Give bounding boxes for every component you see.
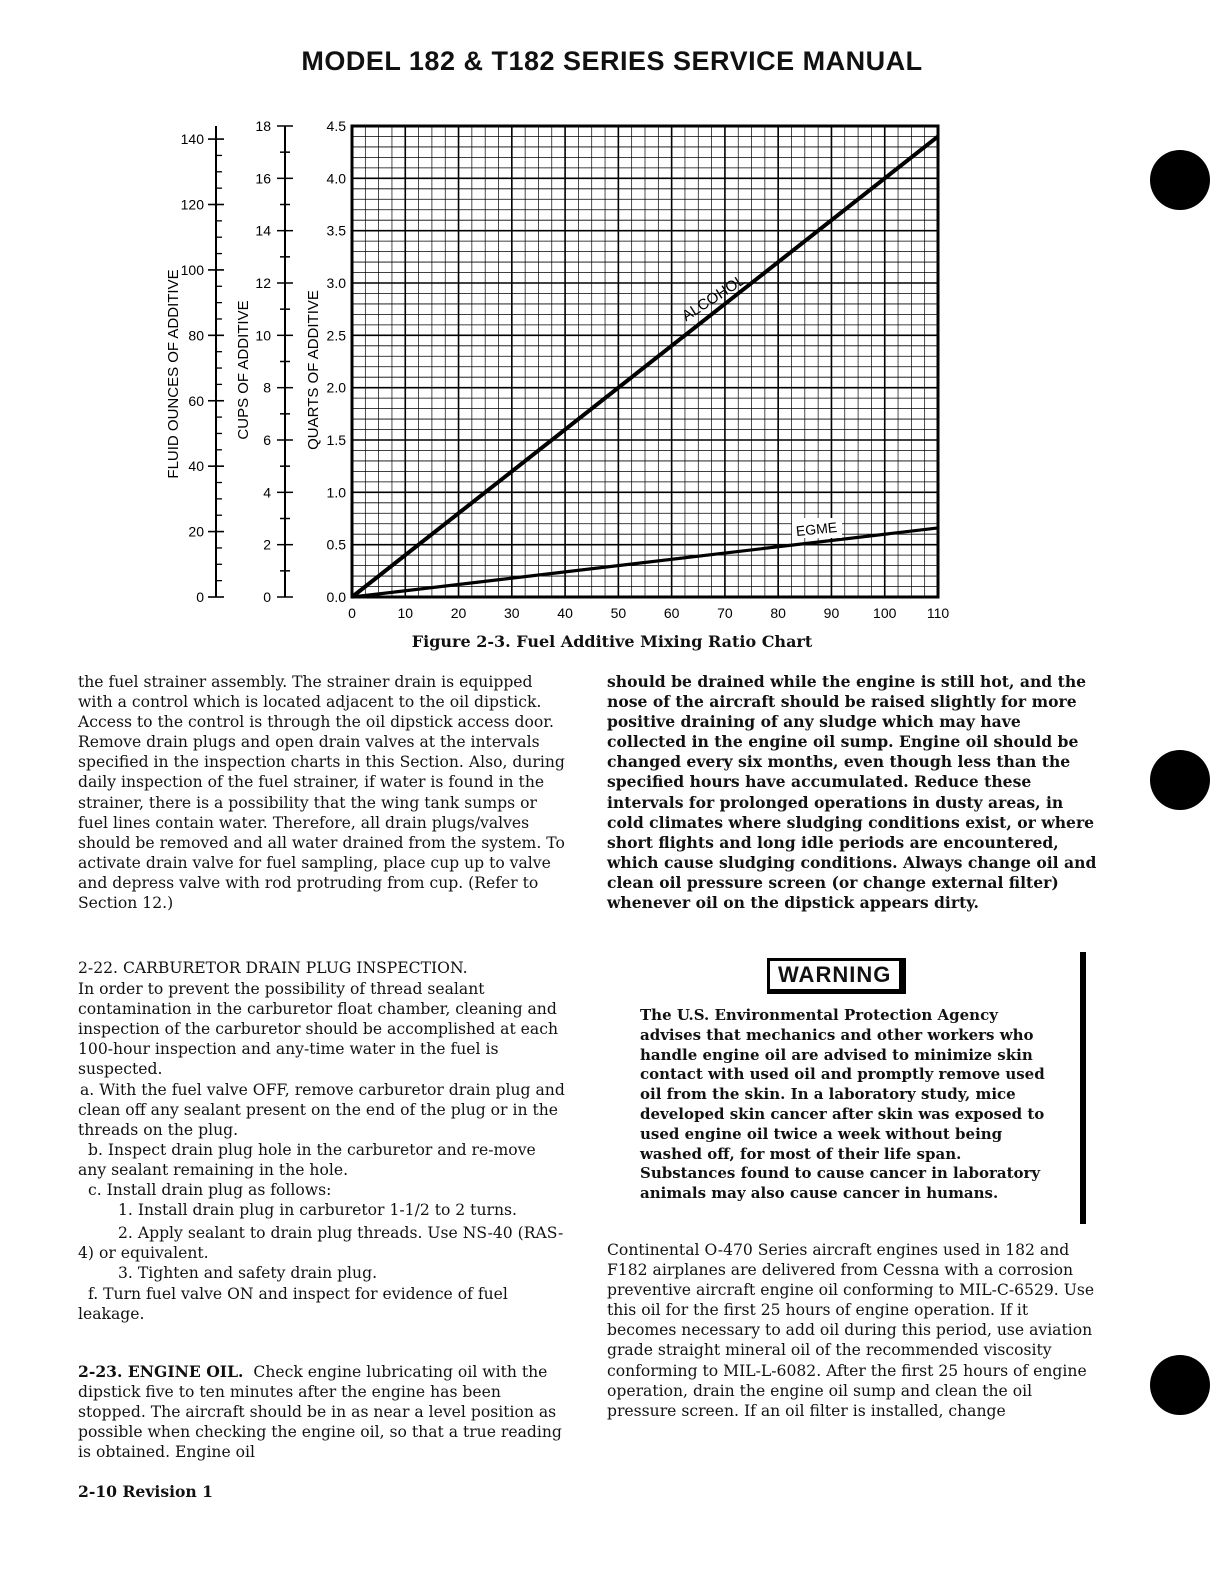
x-tick-label: 50	[610, 605, 627, 621]
y-tick-label-quarts: 4.5	[326, 118, 346, 134]
fuel-additive-chart	[150, 112, 970, 642]
series-label-alcohol: ALCOHOL	[678, 271, 749, 325]
page-footer: 2-10 Revision 1	[78, 1482, 214, 1501]
paragraph: Check engine lubricating oil with the dipstick five to ten minutes after the engine has been stopped. The aircraft should be in as near a level position as possible when checking the engine oil, so that a true reading is obtained. Engine oil	[78, 1363, 562, 1462]
paragraph: In order to prevent the possibility of thread sealant contamination in the carburetor float chamber, cleaning and inspection of the carburetor should be accomplished at each 100-hour inspection and any-time water in the fuel is suspected.	[78, 980, 558, 1079]
figure-caption: Figure 2-3. Fuel Additive Mixing Ratio Chart	[411, 632, 813, 651]
y-tick-label-quarts: 0.0	[326, 589, 346, 605]
section-2-23	[78, 1362, 568, 1462]
right-column-para-1	[607, 672, 1097, 913]
paragraph: the fuel strainer assembly. The strainer drain is equipped with a control which is located adjacent to the oil dipstick. Access to the control is through the oil dipstick access door. Remove drain plugs and open drain valves at the intervals specified in the inspection charts in this Section. Also, during daily inspection of the fuel strainer, if water is found in the strainer, there is a possibility that the wing tank sumps or fuel lines contain water. Therefore, all drain plugs/valves should be removed and all water drained from the system. To activate drain valve for fuel sampling, place cup up to valve and depress valve with rod protruding from cup. (Refer to Section 12.)	[78, 673, 565, 913]
step-c-3: 3. Tighten and safety drain plug.	[118, 1264, 378, 1283]
y-tick-label-cups: 12	[255, 275, 271, 291]
y-tick-label-ounces: 40	[188, 458, 204, 475]
paragraph: The U.S. Environmental Protection Agency advises that mechanics and other workers who handle engine oil are advised to minimize skin contact with used oil and promptly remove used oil from the skin. In a laboratory study, mice developed skin cancer after skin was exposed to used engine oil twice a week without being washed off, for most of their life span. Substances found to cause cancer in laboratory animals may also cause cancer in humans.	[640, 1006, 1045, 1203]
y-tick-label-quarts: 0.5	[326, 536, 346, 553]
binder-hole	[1150, 1355, 1210, 1415]
y-tick-label-ounces: 80	[188, 327, 204, 344]
x-tick-label: 80	[770, 605, 786, 621]
y-tick-label-ounces: 100	[180, 261, 204, 278]
revision-change-bar	[1080, 952, 1086, 1224]
x-tick-label: 20	[450, 605, 467, 621]
y-tick-label-ounces: 0	[196, 589, 204, 605]
y-tick-label-quarts: 1.5	[326, 432, 346, 448]
x-tick-label: 60	[663, 605, 680, 621]
y-tick-label-quarts: 3.5	[326, 222, 346, 239]
series-label-egme: EGME	[795, 518, 838, 540]
step-a: a. With the fuel valve OFF, remove carburetor drain plug and clean off any sealant present on the end of the plug or in the threads on the plug.	[78, 1080, 565, 1139]
x-tick-label: 110	[926, 605, 950, 621]
right-column-para-2	[607, 1240, 1097, 1421]
x-tick-label: 70	[717, 605, 733, 621]
y-tick-label-ounces: 120	[180, 196, 204, 213]
x-tick-label: 30	[504, 605, 520, 621]
step-c-1: 1. Install drain plug in carburetor 1-1/2 to 2 turns.	[118, 1201, 517, 1220]
y-axis-label-ounces: FLUID OUNCES OF ADDITIVE	[165, 269, 182, 479]
binder-hole	[1150, 150, 1210, 210]
x-tick-label: 40	[557, 605, 573, 621]
y-tick-label-quarts: 2.5	[326, 327, 346, 344]
section-heading: 2-22. CARBURETOR DRAIN PLUG INSPECTION.	[78, 959, 468, 977]
paragraph: should be drained while the engine is still hot, and the nose of the aircraft should be raised slightly for more positive draining of any sludge which may have collected in the engine oil sump. Engine oil should be changed every six months, even though less than the specified hours have accumulated. Reduce these intervals for prolonged operations in dusty areas, in cold climates where sludging conditions exist, or where short flights and long idle periods are encountered, which cause sludging conditions. Always change oil and clean oil pressure screen (or change external filter) whenever oil on the dipstick appears dirty.	[607, 672, 1097, 913]
step-f: f. Turn fuel valve ON and inspect for evidence of fuel leakage.	[78, 1284, 508, 1323]
y-tick-label-cups: 18	[255, 118, 271, 134]
y-tick-label-cups: 6	[263, 432, 271, 448]
y-tick-label-quarts: 3.0	[326, 275, 346, 291]
paragraph: Continental O-470 Series aircraft engines used in 182 and F182 airplanes are delivered from Cessna with a corrosion preventive aircraft engine oil conforming to MIL-C-6529. Use this oil for the first 25 hours of engine operation. If it becomes necessary to add oil during this period, use aviation grade straight mineral oil of the recommended viscosity conforming to MIL-L-6082. After the first 25 hours of engine operation, drain the engine oil sump and clean the oil pressure screen. If an oil filter is installed, change	[607, 1241, 1095, 1420]
y-tick-label-cups: 8	[263, 379, 271, 396]
step-b: b. Inspect drain plug hole in the carburetor and re-move any sealant remaining in the hole.	[78, 1140, 536, 1179]
y-tick-label-quarts: 1.0	[326, 484, 346, 501]
y-axis-label-quarts: QUARTS OF ADDITIVE	[305, 290, 322, 450]
warning-badge: WARNING	[767, 958, 906, 994]
page-title: MODEL 182 & T182 SERIES SERVICE MANUAL	[301, 46, 923, 76]
left-column-para-1	[78, 672, 568, 913]
y-tick-label-ounces: 20	[188, 523, 204, 540]
series-label-egme-box	[792, 518, 842, 539]
section-heading: 2-23. ENGINE OIL.	[78, 1362, 244, 1381]
step-c: c. Install drain plug as follows:	[88, 1181, 332, 1200]
y-tick-label-cups: 10	[255, 327, 271, 344]
warning-text	[640, 1006, 1050, 1204]
y-axis-label-cups: CUPS OF ADDITIVE	[235, 300, 252, 440]
y-tick-label-cups: 4	[263, 484, 271, 501]
binder-hole	[1150, 750, 1210, 810]
y-tick-label-quarts: 2.0	[326, 379, 346, 396]
y-tick-label-quarts: 4.0	[326, 170, 346, 187]
x-tick-label: 10	[397, 605, 414, 621]
x-tick-label: 0	[348, 605, 356, 621]
y-tick-label-ounces: 60	[188, 392, 204, 409]
y-tick-label-cups: 14	[255, 222, 271, 239]
y-tick-label-cups: 0	[263, 589, 271, 605]
y-tick-label-ounces: 140	[180, 131, 204, 148]
x-tick-label: 100	[873, 605, 897, 621]
y-tick-label-cups: 2	[263, 536, 271, 553]
x-tick-label: 90	[823, 605, 840, 621]
section-2-22	[78, 958, 568, 1324]
y-tick-label-cups: 16	[255, 170, 271, 187]
step-c-2: 2. Apply sealant to drain plug threads. Use NS-40 (RAS-4) or equivalent.	[78, 1224, 564, 1263]
